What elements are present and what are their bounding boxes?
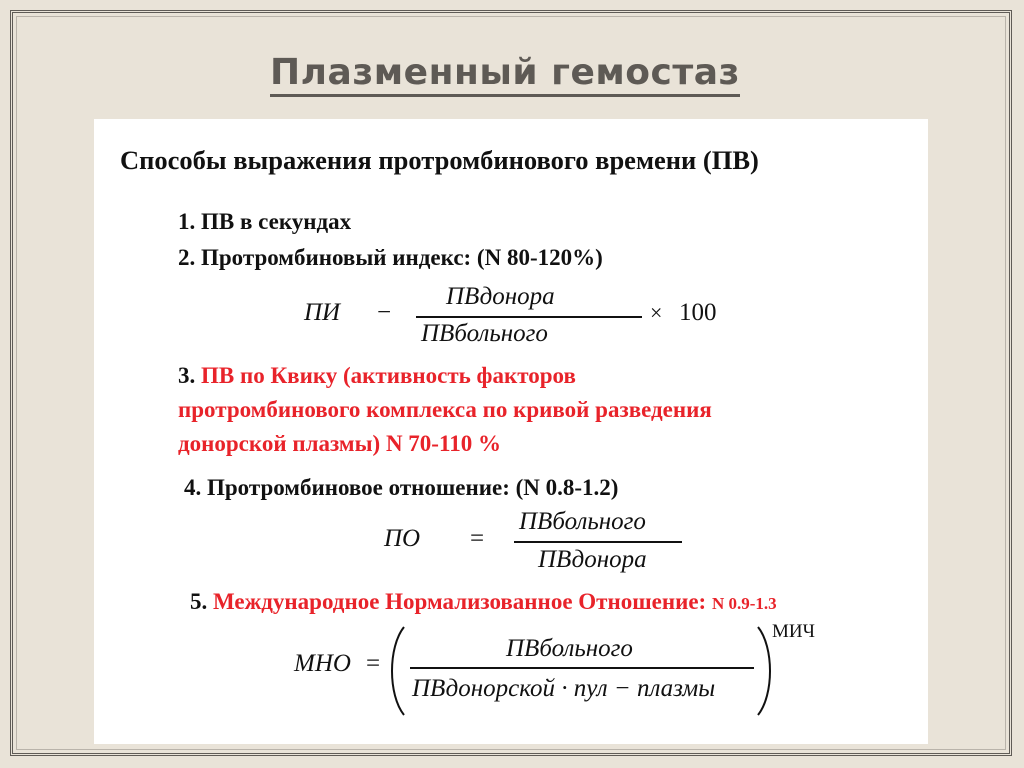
slide-title xyxy=(0,52,1010,93)
slide-title-text: Плазменный гемостаз xyxy=(270,52,740,97)
mno-numerator: ПВбольного xyxy=(506,635,633,662)
item-2: 2. Протромбиновый индекс: (N 80-120%) xyxy=(178,245,603,270)
pi-factor: 100 xyxy=(679,299,717,326)
mno-exponent: МИЧ xyxy=(772,621,815,642)
item-5-norm: N 0.9-1.3 xyxy=(711,594,777,613)
item-3-number: 3. xyxy=(178,363,196,388)
item-3-line-1 xyxy=(178,363,576,389)
po-numerator: ПВбольного xyxy=(519,508,646,535)
item-5-number: 5. xyxy=(190,589,208,614)
pi-fraction-bar xyxy=(416,316,642,318)
item-3-text-1: ПВ по Квику (активность факторов xyxy=(201,363,576,388)
item-1: 1. ПВ в секундах xyxy=(178,209,352,234)
item-3-line-2: протромбинового комплекса по кривой разведения xyxy=(178,397,712,422)
item-3-line-3: донорской плазмы) N 70-110 % xyxy=(178,431,501,456)
po-operator: = xyxy=(470,525,485,552)
content-panel xyxy=(94,119,928,744)
pi-numerator: ПВдонора xyxy=(446,283,555,310)
mno-fraction-bar xyxy=(410,667,754,669)
mno-left-paren xyxy=(384,625,408,717)
pi-denominator: ПВбольного xyxy=(421,320,548,347)
item-4: 4. Протромбиновое отношение: (N 0.8-1.2) xyxy=(184,475,619,500)
content-heading: Способы выражения протромбинового времени (ПВ) xyxy=(120,145,759,175)
pi-times: × xyxy=(650,300,663,325)
pi-operator: − xyxy=(377,299,392,326)
po-lhs: ПО xyxy=(384,525,421,552)
mno-denominator: ПВдонорской · пул − плазмы xyxy=(412,675,716,702)
item-5-label: Международное Нормализованное Отношение: xyxy=(213,589,707,614)
mno-lhs: МНО xyxy=(294,650,351,677)
po-fraction-bar xyxy=(514,541,682,543)
mno-operator: = xyxy=(366,650,381,677)
item-5 xyxy=(190,589,777,615)
po-denominator: ПВдонора xyxy=(538,546,647,573)
pi-lhs: ПИ xyxy=(304,299,341,326)
